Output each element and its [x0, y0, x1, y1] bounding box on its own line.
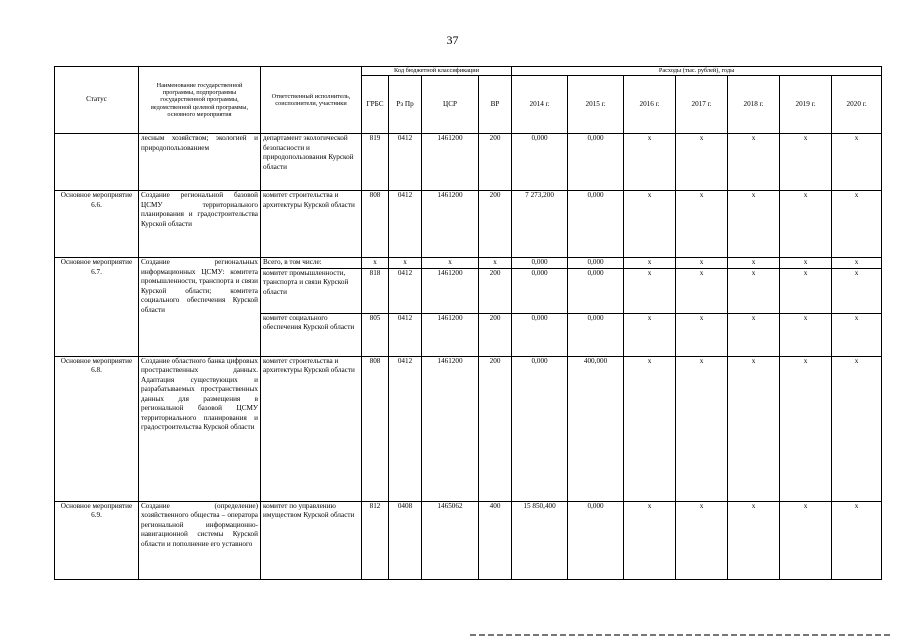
header-name: Наименование государственной программы, подпрограммы государственной программы, ведомственной целевой программы, основного мероприятия	[139, 67, 261, 134]
value-cell: x	[676, 313, 728, 356]
value-cell: x	[728, 134, 780, 191]
value-cell: x	[624, 501, 676, 579]
value-cell: 0,000	[512, 356, 568, 501]
vr-cell: x	[479, 258, 512, 269]
value-cell: x	[780, 191, 832, 258]
status-cell	[55, 134, 139, 191]
value-cell: x	[624, 258, 676, 269]
value-cell: x	[624, 356, 676, 501]
header-year: 2017 г.	[676, 76, 728, 134]
rzpr-cell: 0412	[389, 134, 422, 191]
value-cell: 15 850,400	[512, 501, 568, 579]
header-year: 2015 г.	[568, 76, 624, 134]
value-cell: 0,000	[568, 268, 624, 313]
rzpr-cell: 0408	[389, 501, 422, 579]
table-row	[55, 191, 882, 258]
value-cell: x	[832, 134, 882, 191]
value-cell: x	[780, 501, 832, 579]
vr-cell: 200	[479, 313, 512, 356]
name-cell: лесным хозяйством; экологией и природопользованием	[139, 134, 261, 191]
value-cell: x	[780, 134, 832, 191]
status-cell: Основное мероприятие 6.7.	[55, 258, 139, 357]
executor-cell: комитет социального обеспечения Курской области	[261, 313, 362, 356]
header-year: 2020 г.	[832, 76, 882, 134]
rzpr-cell: 0412	[389, 191, 422, 258]
value-cell: x	[832, 356, 882, 501]
value-cell: 0,000	[512, 268, 568, 313]
value-cell: 0,000	[512, 258, 568, 269]
table-row	[55, 356, 882, 501]
csr-cell: x	[422, 258, 479, 269]
header-rzpr: Рз Пр	[389, 76, 422, 134]
scan-artifact	[470, 634, 890, 636]
value-cell: 0,000	[568, 134, 624, 191]
grbs-cell: 808	[362, 356, 389, 501]
header-budget-code: Код бюджетной классификации	[362, 67, 512, 76]
header-grbs: ГРБС	[362, 76, 389, 134]
grbs-cell: 812	[362, 501, 389, 579]
header-expenses: Расходы (тыс. рублей), годы	[512, 67, 882, 76]
csr-cell: 1461200	[422, 134, 479, 191]
value-cell: x	[624, 268, 676, 313]
executor-cell: департамент экологической безопасности и природопользования Курской области	[261, 134, 362, 191]
value-cell: x	[832, 268, 882, 313]
value-cell: x	[780, 356, 832, 501]
value-cell: x	[728, 501, 780, 579]
value-cell: x	[676, 268, 728, 313]
value-cell: x	[780, 258, 832, 269]
csr-cell: 1465062	[422, 501, 479, 579]
value-cell: x	[676, 191, 728, 258]
executor-cell: комитет промышленности, транспорта и связи Курской области	[261, 268, 362, 313]
grbs-cell: 805	[362, 313, 389, 356]
value-cell: x	[832, 191, 882, 258]
value-cell: x	[624, 313, 676, 356]
status-cell: Основное мероприятие 6.8.	[55, 356, 139, 501]
header-year: 2014 г.	[512, 76, 568, 134]
grbs-cell: 819	[362, 134, 389, 191]
csr-cell: 1461200	[422, 268, 479, 313]
executor-cell: Всего, в том числе:	[261, 258, 362, 269]
status-cell: Основное мероприятие 6.6.	[55, 191, 139, 258]
value-cell: x	[780, 268, 832, 313]
name-cell: Создание региональных информационных ЦСМУ: комитета промышленности, транспорта и связи Курской области; комитета социального обеспечения Курской области	[139, 258, 261, 357]
rzpr-cell: 0412	[389, 356, 422, 501]
value-cell: x	[728, 258, 780, 269]
csr-cell: 1461200	[422, 356, 479, 501]
value-cell: x	[780, 313, 832, 356]
name-cell: Создание (определение) хозяйственного общества – оператора региональной информационно-навигационной системы Курской области и пополнение его уставного	[139, 501, 261, 579]
value-cell: 0,000	[568, 258, 624, 269]
csr-cell: 1461200	[422, 313, 479, 356]
value-cell: x	[624, 134, 676, 191]
rzpr-cell: 0412	[389, 268, 422, 313]
vr-cell: 200	[479, 134, 512, 191]
value-cell: 0,000	[568, 501, 624, 579]
value-cell: x	[676, 134, 728, 191]
grbs-cell: x	[362, 258, 389, 269]
header-csr: ЦСР	[422, 76, 479, 134]
budget-table	[54, 66, 882, 580]
value-cell: 0,000	[512, 313, 568, 356]
value-cell: x	[676, 258, 728, 269]
name-cell: Создание региональной базовой ЦСМУ территориального планирования и градостроительства Курской области	[139, 191, 261, 258]
csr-cell: 1461200	[422, 191, 479, 258]
header-year: 2018 г.	[728, 76, 780, 134]
value-cell: x	[832, 313, 882, 356]
header-vr: ВР	[479, 76, 512, 134]
page-number: 37	[446, 33, 459, 47]
header-year: 2016 г.	[624, 76, 676, 134]
vr-cell: 200	[479, 191, 512, 258]
vr-cell: 400	[479, 501, 512, 579]
executor-cell: комитет строительства и архитектуры Курской области	[261, 356, 362, 501]
status-cell: Основное мероприятие 6.9.	[55, 501, 139, 579]
header-year: 2019 г.	[780, 76, 832, 134]
value-cell: x	[676, 356, 728, 501]
value-cell: 0,000	[568, 313, 624, 356]
grbs-cell: 808	[362, 191, 389, 258]
grbs-cell: 818	[362, 268, 389, 313]
name-cell: Создание областного банка цифровых пространственных данных. Адаптация существующих и разрабатываемых пространственных данных для размещения в региональной базовой ЦСМУ территориального планирования и градостроительства Курской области	[139, 356, 261, 501]
value-cell: x	[832, 501, 882, 579]
executor-cell: комитет строительства и архитектуры Курской области	[261, 191, 362, 258]
header-executor: Ответственный исполнитель, соисполнители, участники	[261, 67, 362, 134]
value-cell: x	[624, 191, 676, 258]
value-cell: x	[832, 258, 882, 269]
value-cell: x	[728, 191, 780, 258]
value-cell: 7 273,200	[512, 191, 568, 258]
value-cell: x	[728, 356, 780, 501]
value-cell: x	[728, 313, 780, 356]
header-status: Статус	[55, 67, 139, 134]
table-row	[55, 258, 882, 269]
rzpr-cell: 0412	[389, 313, 422, 356]
executor-cell: комитет по управлению имуществом Курской области	[261, 501, 362, 579]
value-cell: 400,000	[568, 356, 624, 501]
value-cell: 0,000	[512, 134, 568, 191]
rzpr-cell: x	[389, 258, 422, 269]
table-row	[55, 501, 882, 579]
value-cell: 0,000	[568, 191, 624, 258]
vr-cell: 200	[479, 356, 512, 501]
vr-cell: 200	[479, 268, 512, 313]
value-cell: x	[728, 268, 780, 313]
table-row	[55, 134, 882, 191]
value-cell: x	[676, 501, 728, 579]
